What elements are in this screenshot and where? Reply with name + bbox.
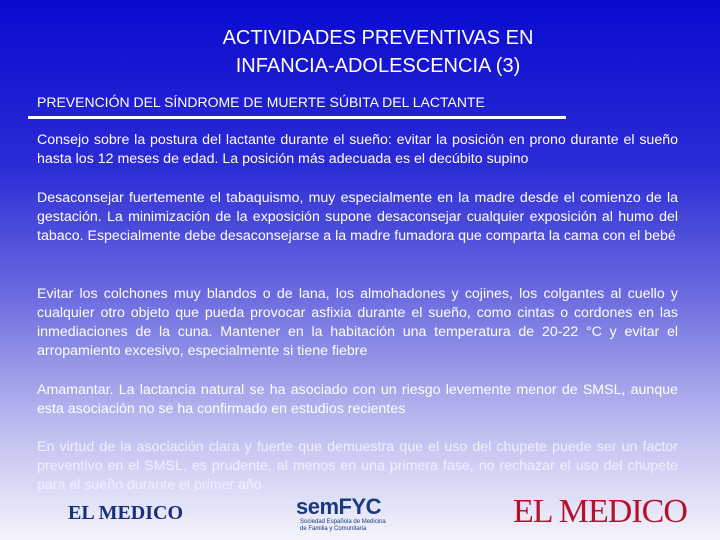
slide-title-line-1: ACTIVIDADES PREVENTIVAS EN [222,27,534,49]
paragraph-bedding: Evitar los colchones muy blandos o de lana, los almohadones y cojines, los colgantes al cuello y cualquier otro objeto que pueda provocar asfixia durante el sueño, como cintas o cordones en las inmediaciones de la cuna. Mantener en la habitación una temperatura de 20-22 °C y evitar el arropamiento excesivo, especialmente si tiene fiebre [37,286,678,359]
paragraph-smoking: Desaconsejar fuertemente el tabaquismo, muy especialmente en la madre desde el comienzo de la gestación. La minimización de la exposición supone desaconsejar cualquier exposición al humo del tabaco. Especialmente debe desaconsejarse a la madre fumadora que comparta la cama con el bebé [37,190,678,244]
semfyc-logo-word: semFYC [296,494,382,519]
semfyc-logo-tagline: Sociedad Española de Medicina de Familia y Comunitaria [300,519,386,532]
slide-title-line-2: INFANCIA-ADOLESCENCIA (3) [235,55,521,77]
subtitle-underline [28,116,566,119]
semfyc-logo [296,495,386,535]
slide-title [120,24,636,80]
section-subtitle: PREVENCIÓN DEL SÍNDROME DE MUERTE SÚBITA DEL LACTANTE [37,94,485,110]
el-medico-logo-right: EL MEDICO [513,493,687,530]
paragraph-breastfeeding: Amamantar. La lactancia natural se ha asociado con un riesgo levemente menor de SMSL, aunque esta asociación no se ha confirmado en estudios recientes [37,382,678,417]
paragraph-pacifier: En virtud de la asociación clara y fuerte que demuestra que el uso del chupete puede ser un factor preventivo en el SMSL, es prudente, al menos en una primera fase, no rechazar el uso del chupete para el sueño durante el primer año [37,439,678,493]
paragraph-posture: Consejo sobre la postura del lactante durante el sueño: evitar la posición en prono durante el sueño hasta los 12 meses de edad. La posición más adecuada es el decúbito supino [37,132,678,167]
el-medico-logo-left: EL MEDICO [68,502,184,524]
